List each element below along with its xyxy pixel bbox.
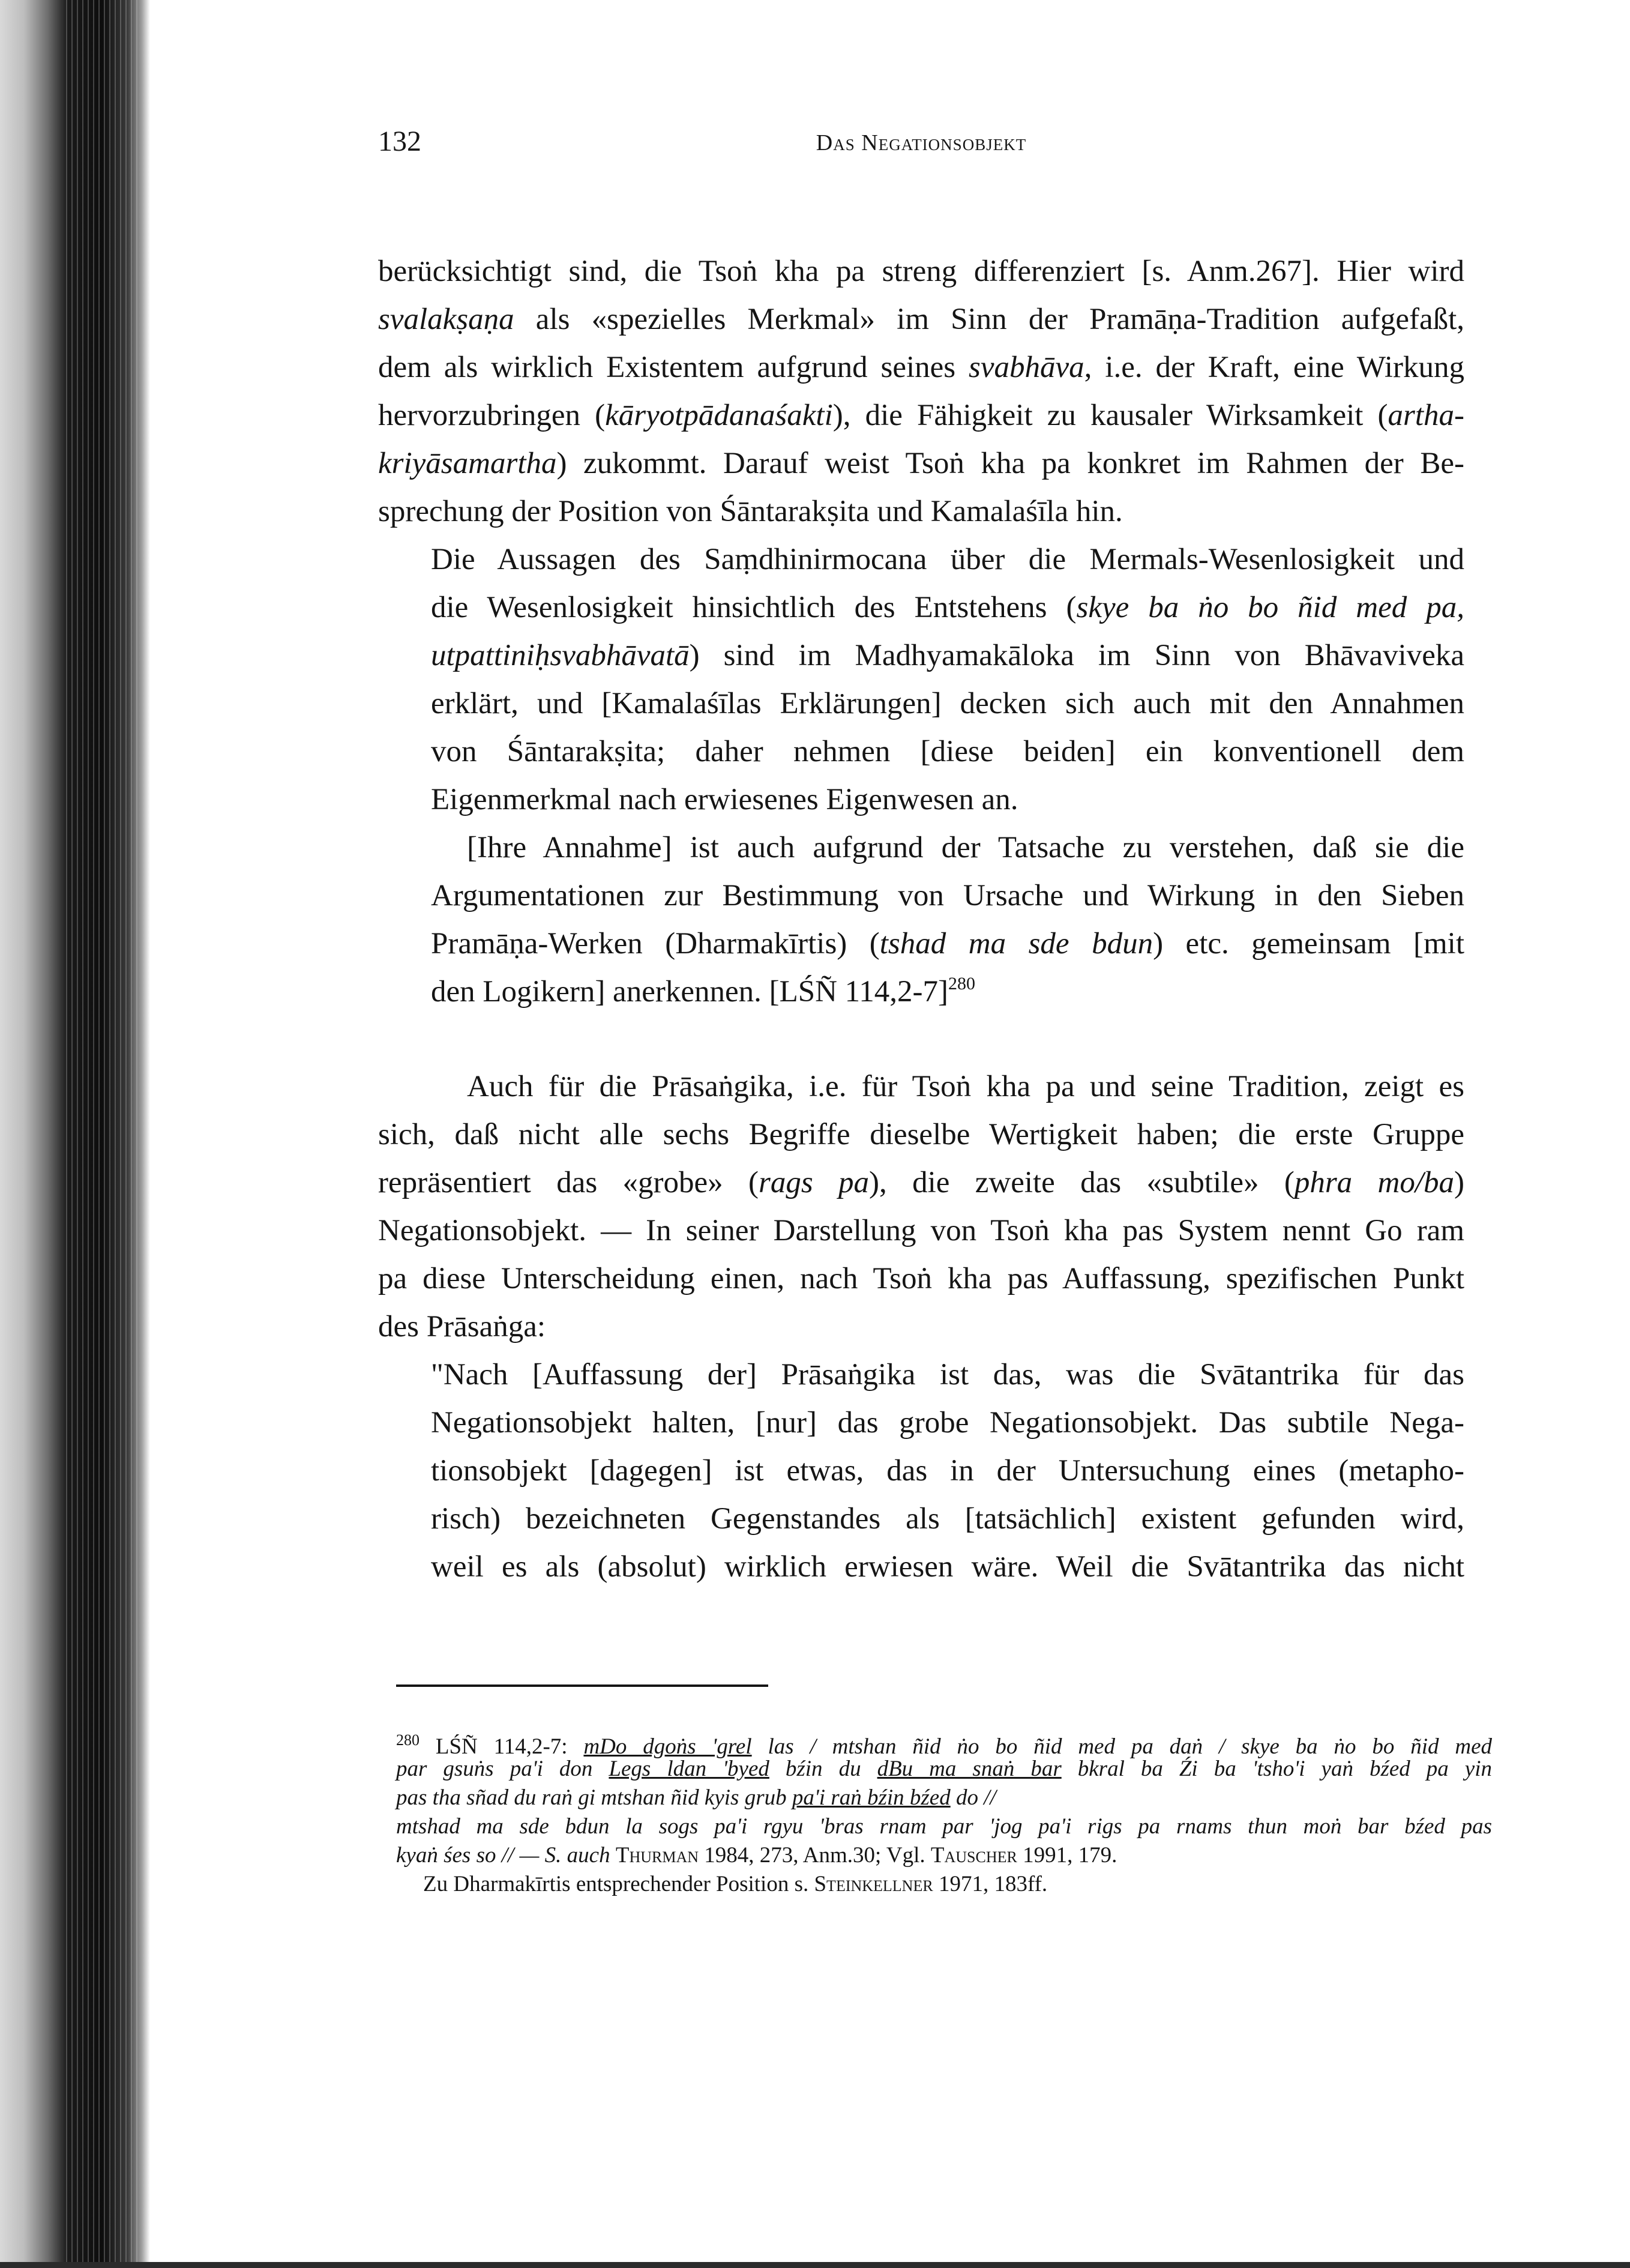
- footnote-line: par gsuṅs pa'i don Legs ldan 'byed bźin du dBu ma snaṅ bar bkral ba Źi ba 'tsho'i yaṅ bźed pa yin: [396, 1757, 1492, 1781]
- body-line: sich, daß nicht alle sechs Begriffe dieselbe Wertigkeit haben; die erste Gruppe: [378, 1118, 1464, 1151]
- body-line: hervorzubringen (kāryotpādanaśakti), die Fähigkeit zu kausaler Wirksamkeit (artha-: [378, 399, 1465, 432]
- body-line: berücksichtigt sind, die Tsoṅ kha pa streng differenziert [s. Anm.267]. Hier wird: [378, 255, 1464, 288]
- body-line: pa diese Unterscheidung einen, nach Tsoṅ kha pas Auffassung, spezifischen Punkt: [378, 1262, 1464, 1295]
- quote-line: den Logikern] anerkennen. [LŚÑ 114,2-7]$^{280}$: [431, 974, 975, 1009]
- quote-line: Argumentationen zur Bestimmung von Ursache und Wirkung in den Sieben: [431, 879, 1464, 912]
- footnote-line: kyaṅ śes so // — S. auch Thurman 1984, 273, Anm.30; Vgl. Tauscher 1991, 179.: [396, 1843, 1117, 1868]
- footnote-rule: [396, 1684, 768, 1687]
- quote-line: weil es als (absolut) wirklich erwiesen wäre. Weil die Svātantrika das nicht: [431, 1550, 1464, 1584]
- body-line: Negationsobjekt. — In seiner Darstellung von Tsoṅ kha pas System nennt Go ram: [378, 1214, 1464, 1247]
- quote-line: Die Aussagen des Saṃdhinirmocana über die Mermals-Wesenlosigkeit und: [431, 543, 1464, 576]
- quote-line: [Ihre Annahme] ist auch aufgrund der Tatsache zu verstehen, daß sie die: [467, 831, 1464, 864]
- quote-line: "Nach [Auffassung der] Prāsaṅgika ist das, was die Svātantrika für das: [431, 1358, 1464, 1392]
- footnote-number: 280: [396, 1731, 420, 1749]
- body-line: Auch für die Prāsaṅgika, i.e. für Tsoṅ kha pa und seine Tradition, zeigt es: [467, 1070, 1464, 1103]
- footnote-line: $^{280}$ LŚÑ 114,2-7: mDo dgoṅs 'grel las / mtshan ñid ṅo bo ñid med pa daṅ / skye ba ṅo bo ñid med: [396, 1731, 1492, 1759]
- quote-line: Negationsobjekt halten, [nur] das grobe Negationsobjekt. Das subtile Nega-: [431, 1406, 1464, 1440]
- running-head: [378, 125, 1464, 161]
- body-line: sprechung der Position von Śāntarakṣita und Kamalaśīla hin.: [378, 495, 1123, 528]
- body-line: svalakṣaṇa als «spezielles Merkmal» im Sinn der Pramāṇa-Tradition aufgefaßt,: [378, 303, 1464, 336]
- quote-line: Eigenmerkmal nach erwiesenes Eigenwesen an.: [431, 783, 1018, 816]
- quote-line: die Wesenlosigkeit hinsichtlich des Entstehens (skye ba ṅo bo ñid med pa,: [431, 591, 1464, 624]
- quote-line: erklärt, und [Kamalaśīlas Erklärungen] decken sich auch mit den Annahmen: [431, 687, 1464, 720]
- page-number: 132: [378, 125, 421, 157]
- footnote-ref: 280: [948, 974, 975, 994]
- quote-line: von Śāntarakṣita; daher nehmen [diese beiden] ein konventionell dem: [431, 735, 1464, 768]
- quote-line: tionsobjekt [dagegen] ist etwas, das in der Untersuchung eines (metapho-: [431, 1454, 1464, 1488]
- running-title: Das Negationsobjekt: [816, 130, 1027, 155]
- footnote-line: mtshad ma sde bdun la sogs pa'i rgyu 'bras rnam par 'jog pa'i rigs pa rnams thun moṅ bar bźed pas: [396, 1814, 1492, 1839]
- footnote-line: pas tha sñad du raṅ gi mtshan ñid kyis grub pa'i raṅ bźin bźed do //: [396, 1785, 996, 1810]
- body-line: des Prāsaṅga:: [378, 1310, 546, 1344]
- quote-line: Pramāṇa-Werken (Dharmakīrtis) (tshad ma sde bdun) etc. gemeinsam [mit: [431, 927, 1464, 961]
- body-line: kriyāsamartha) zukommt. Darauf weist Tsoṅ kha pa konkret im Rahmen der Be-: [378, 447, 1464, 480]
- quote-line: risch) bezeichneten Gegenstandes als [tatsächlich] existent gefunden wird,: [431, 1502, 1464, 1536]
- binding-texture: [66, 0, 141, 2268]
- body-line: dem als wirklich Existentem aufgrund seines svabhāva, i.e. der Kraft, eine Wirkung: [378, 351, 1464, 384]
- body-line: repräsentiert das «grobe» (rags pa), die zweite das «subtile» (phra mo/ba): [378, 1166, 1464, 1199]
- quote-line: utpattiniḥsvabhāvatā) sind im Madhyamakāloka im Sinn von Bhāvaviveka: [431, 639, 1464, 672]
- scan-edge: [0, 2262, 1630, 2268]
- footnote-line: Zu Dharmakīrtis entsprechender Position s. Steinkellner 1971, 183ff.: [423, 1872, 1048, 1896]
